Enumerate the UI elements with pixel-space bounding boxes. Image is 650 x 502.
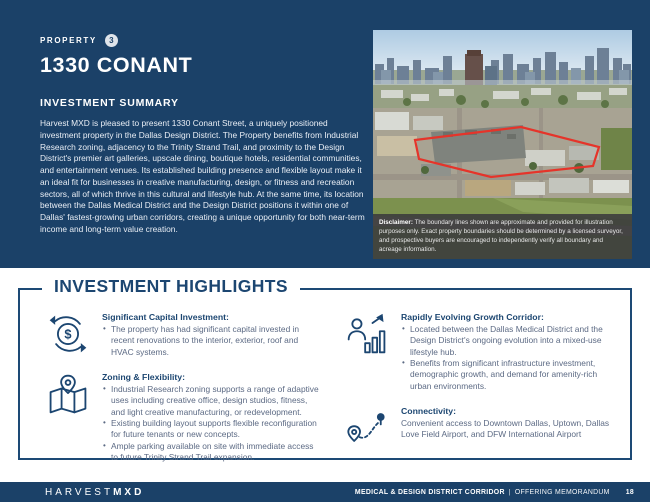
route-pins-icon	[345, 406, 389, 450]
highlight-plain-text: Convenient access to Downtown Dallas, Uptown, Dallas Love Field Airport, and DFW International Airport	[401, 418, 610, 440]
highlight-text	[102, 312, 319, 358]
highlight-text	[401, 406, 618, 450]
footer-page-number: 18	[625, 488, 634, 496]
highlights-left-column	[46, 312, 319, 463]
footer-separator: |	[508, 488, 511, 496]
photo-disclaimer	[373, 214, 632, 260]
property-row	[40, 34, 366, 47]
dollar-cycle-icon	[46, 312, 90, 356]
highlight-item-zoning-flexibility	[46, 372, 319, 463]
header	[40, 34, 366, 236]
property-number-badge: 3	[105, 34, 118, 47]
highlight-title: Connectivity:	[401, 406, 457, 417]
harvest-mxd-logo	[45, 487, 144, 498]
highlight-text	[401, 312, 618, 392]
investment-highlights-section	[0, 268, 650, 482]
growth-chart-icon	[345, 312, 389, 356]
investment-summary-heading: INVESTMENT SUMMARY	[40, 97, 179, 109]
bullet-item: • Ample parking available on site with immediate access to future Trinity Strand Trail expansion.	[102, 441, 319, 464]
highlight-title: Rapidly Evolving Growth Corridor:	[401, 312, 544, 322]
svg-text:$: $	[64, 326, 72, 342]
bullet-item: • The property has had significant capital invested in recent renovations to the interior, exterior, roof and HVAC systems.	[102, 324, 319, 358]
aerial-photo	[373, 30, 632, 259]
logo-bold-part: MXD	[113, 486, 145, 498]
highlight-item-growth-corridor	[345, 312, 618, 392]
footer-doc-title: MEDICAL & DESIGN DISTRICT CORRIDOR	[354, 488, 505, 496]
zoning-map-pin-icon	[46, 372, 90, 416]
highlight-bullets	[102, 384, 319, 463]
highlight-item-capital-investment	[46, 312, 319, 358]
footer	[0, 482, 650, 502]
highlights-right-column	[345, 312, 618, 463]
highlights-columns	[20, 290, 630, 463]
disclaimer-text: The boundary lines shown are approximate and provided for illustration purposes only. Exact property boundaries should be determined by a licensed surveyor, and prospective buyers are encouraged to independently verify all boundary and acreage information.	[379, 218, 623, 253]
highlight-text	[102, 372, 319, 463]
property-label: PROPERTY	[40, 36, 97, 45]
highlight-item-connectivity	[345, 406, 618, 450]
investment-summary-text: Harvest MXD is pleased to present 1330 Conant Street, a uniquely positioned investment property in the Dallas Design District. The Property benefits from Industrial Research zoning, adjacency to the Trinity Strand Trail, and proximity to the Design District's premier art galleries, upscale dining, boutique hotels, residential communities, and entertainment venues. Its established building presence and flexible layout make it an ideal fit for businesses in creative manufacturing, design, or fitness and recreation sectors, all of which thrive in this cultural and lifestyle hub. At the same time, its location between the Dallas Medical District and the Design District positions it within one of Dallas' fastest-growing urban corridors, creating a unique opportunity for both near-term income and long-term value creation.	[40, 118, 365, 234]
bullet-item: • Located between the Dallas Medical District and the Design District's ongoing evolution into a mixed-use lifestyle hub.	[401, 324, 618, 358]
highlight-title: Significant Capital Investment:	[102, 312, 229, 322]
footer-right	[355, 489, 634, 496]
page-title: 1330 CONANT	[40, 53, 193, 77]
bullet-item: • Existing building layout supports flexible reconfiguration for future tenants or new concepts.	[102, 418, 319, 441]
highlight-bullets	[102, 324, 319, 358]
highlights-box	[18, 276, 632, 463]
highlight-title: Zoning & Flexibility:	[102, 372, 186, 383]
bullet-item: • Benefits from significant infrastructure investment, demographic growth, and demand for amenity-rich urban environments.	[401, 358, 618, 392]
logo-light-part: HARVEST	[45, 486, 114, 498]
disclaimer-label: Disclaimer:	[379, 218, 413, 226]
highlights-title: INVESTMENT HIGHLIGHTS	[42, 276, 300, 297]
footer-doc-subtitle: OFFERING MEMORANDUM	[514, 488, 610, 496]
bullet-item: • Industrial Research zoning supports a range of adaptive uses including creative office, design studios, fitness, and light creative manufacturing, or redevelopment.	[102, 384, 319, 418]
highlight-bullets	[401, 324, 618, 392]
